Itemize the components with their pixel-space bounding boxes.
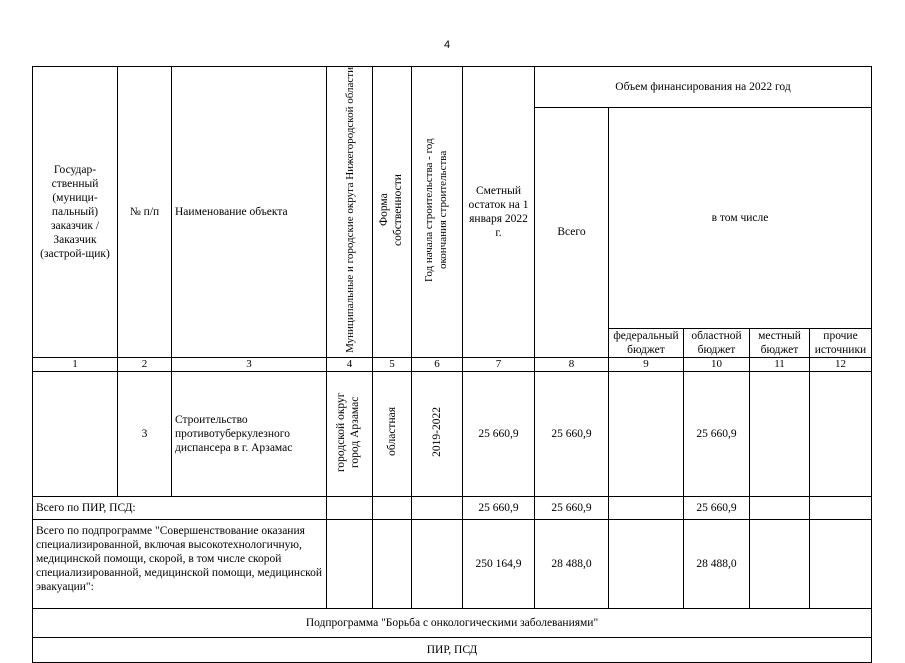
object-total: 25 660,9 xyxy=(535,371,609,496)
pir-total-regional: 25 660,9 xyxy=(684,496,750,519)
object-federal xyxy=(609,371,684,496)
column-number: 6 xyxy=(412,357,463,371)
header-other: прочие источники xyxy=(810,328,872,357)
object-row xyxy=(33,371,872,496)
empty-cell xyxy=(609,519,684,608)
subprogram-total-estimate: 250 164,9 xyxy=(463,519,535,608)
subprogram-total-row xyxy=(33,519,872,608)
pir-total-estimate: 25 660,9 xyxy=(463,496,535,519)
pir-heading-row xyxy=(33,637,872,662)
pir-total-label: Всего по ПИР, ПСД: xyxy=(33,496,327,519)
object-num: 3 xyxy=(118,371,172,496)
subprogram-heading: Подпрограмма "Борьба с онкологическими заболеваниями" xyxy=(33,608,872,637)
subprogram-total-total: 28 488,0 xyxy=(535,519,609,608)
empty-cell xyxy=(609,496,684,519)
empty-cell xyxy=(412,519,463,608)
header-years: Год начала строительства - год окончания строительства xyxy=(412,67,463,358)
empty-cell xyxy=(327,496,373,519)
empty-cell xyxy=(750,519,810,608)
header-regional: областной бюджет xyxy=(684,328,750,357)
subprogram-heading-row xyxy=(33,608,872,637)
header-federal: федеральный бюджет xyxy=(609,328,684,357)
pir-total-row xyxy=(33,496,872,519)
financing-table xyxy=(32,66,872,663)
empty-cell xyxy=(810,496,872,519)
header-row-1 xyxy=(33,67,872,108)
header-including: в том числе xyxy=(609,108,872,329)
pir-total-total: 25 660,9 xyxy=(535,496,609,519)
empty-cell xyxy=(373,496,412,519)
column-number: 3 xyxy=(172,357,327,371)
column-number: 8 xyxy=(535,357,609,371)
header-estimate: Сметный остаток на 1 января 2022 г. xyxy=(463,67,535,358)
header-customer: Государ-ственный (муници-пальный) заказчик / Заказчик (застрой-щик) xyxy=(33,67,118,358)
column-number: 10 xyxy=(684,357,750,371)
empty-cell xyxy=(810,519,872,608)
header-municipality: Муниципальные и городские округа Нижегородской области xyxy=(327,67,373,358)
subprogram-total-regional: 28 488,0 xyxy=(684,519,750,608)
header-ownership: Форма собственности xyxy=(373,67,412,358)
pir-heading: ПИР, ПСД xyxy=(33,637,872,662)
column-number: 1 xyxy=(33,357,118,371)
column-number: 2 xyxy=(118,357,172,371)
page-number: 4 xyxy=(444,39,451,51)
object-estimate: 25 660,9 xyxy=(463,371,535,496)
column-number: 5 xyxy=(373,357,412,371)
object-municipality: городской округ город Арзамас xyxy=(327,371,373,496)
object-years: 2019-2022 xyxy=(412,371,463,496)
object-other xyxy=(810,371,872,496)
empty-cell xyxy=(750,496,810,519)
object-customer-cell xyxy=(33,371,118,496)
column-number: 4 xyxy=(327,357,373,371)
empty-cell xyxy=(373,519,412,608)
column-number: 11 xyxy=(750,357,810,371)
column-number: 7 xyxy=(463,357,535,371)
empty-cell xyxy=(327,519,373,608)
column-number-row xyxy=(33,357,872,371)
object-local xyxy=(750,371,810,496)
column-number: 9 xyxy=(609,357,684,371)
header-local: местный бюджет xyxy=(750,328,810,357)
header-total: Всего xyxy=(535,108,609,358)
column-number: 12 xyxy=(810,357,872,371)
object-name: Строительство противотуберкулезного диспансера в г. Арзамас xyxy=(172,371,327,496)
empty-cell xyxy=(412,496,463,519)
subprogram-total-label: Всего по подпрограмме "Совершенствование оказания специализированной, включая высокотехнологичную, медицинской помощи, скорой, в том числе скорой специализированной, медицинской помощи, медицинской эвакуации": xyxy=(33,519,327,608)
object-regional: 25 660,9 xyxy=(684,371,750,496)
object-ownership: областная xyxy=(373,371,412,496)
header-num: № п/п xyxy=(118,67,172,358)
header-financing: Объем финансирования на 2022 год xyxy=(535,67,872,108)
header-name: Наименование объекта xyxy=(172,67,327,358)
